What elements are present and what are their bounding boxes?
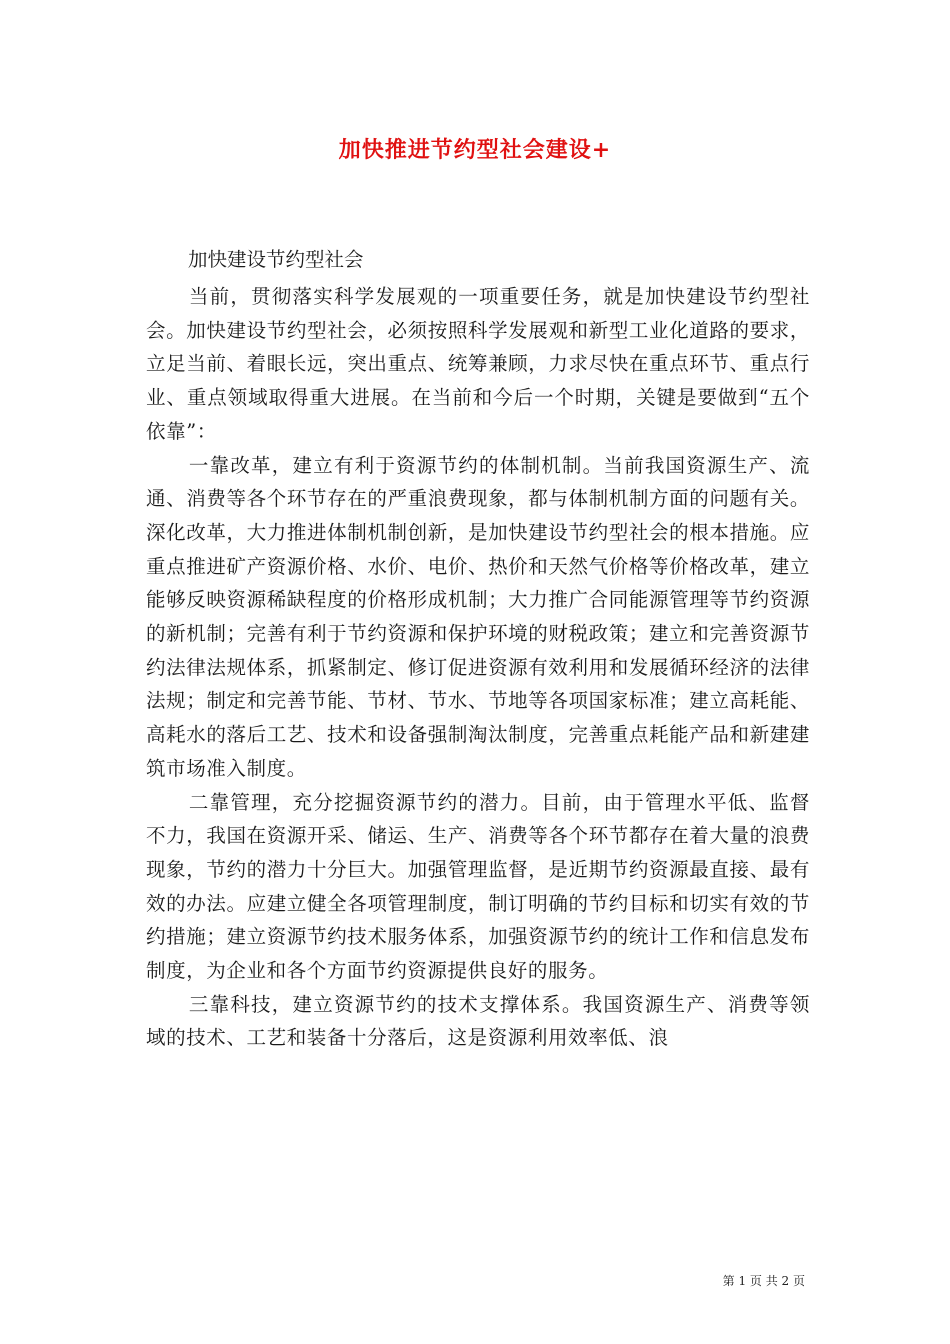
document-title: 加快推进节约型社会建设+ xyxy=(338,137,612,163)
paragraph-technology: 三靠科技，建立资源节约的技术支撑体系。我国资源生产、消费等领域的技术、工艺和装备十分落后，这是资源利用效率低、浪 xyxy=(146,992,810,1050)
page-number-indicator: 第 1 页 共 2 页 xyxy=(722,1274,805,1288)
paragraph-intro: 当前，贯彻落实科学发展观的一项重要任务，就是加快建设节约型社会。加快建设节约型社会，必须按照科学发展观和新型工业化道路的要求，立足当前、着眼长远，突出重点、统筹兼顾，力求尽快在重点环节、重点行业、重点领域取得重大进展。在当前和今后一个时期，关键是要做到“五个依靠”： xyxy=(146,285,810,443)
document-body xyxy=(146,240,810,1055)
paragraph-reform: 一靠改革，建立有利于资源节约的体制机制。当前我国资源生产、流通、消费等各个环节存在的严重浪费现象，都与体制机制方面的问题有关。深化改革，大力推进体制机制创新，是加快建设节约型社会的根本措施。应重点推进矿产资源价格、水价、电价、热价和天然气价格等价格改革，建立能够反映资源稀缺程度的价格形成机制；大力推广合同能源管理等节约资源的新机制；完善有利于节约资源和保护环境的财税政策；建立和完善资源节约法律法规体系，抓紧制定、修订促进资源有效利用和发展循环经济的法律法规；制定和完善节能、节材、节水、节地等各项国家标准；建立高耗能、高耗水的落后工艺、技术和设备强制淘汰制度，完善重点耗能产品和新建建筑市场准入制度。 xyxy=(146,453,810,780)
document-subheading: 加快建设节约型社会 xyxy=(188,248,364,271)
paragraph-management: 二靠管理，充分挖掘资源节约的潜力。目前，由于管理水平低、监督不力，我国在资源开采、储运、生产、消费等各个环节都存在着大量的浪费现象，节约的潜力十分巨大。加强管理监督，是近期节约资源最直接、最有效的办法。应建立健全各项管理制度，制订明确的节约目标和切实有效的节约措施；建立资源节约技术服务体系，加强资源节约的统计工作和信息发布制度，为企业和各个方面节约资源提供良好的服务。 xyxy=(146,790,810,983)
